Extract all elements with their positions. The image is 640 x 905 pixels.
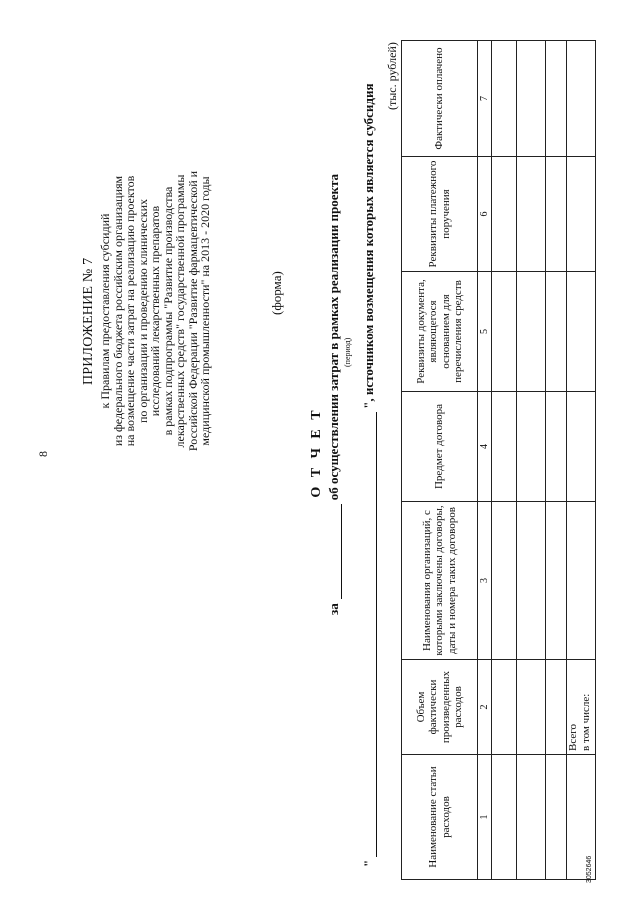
table-cell[interactable] — [546, 41, 567, 157]
table-header-cell: Объем фактически произведенных расходов — [402, 660, 478, 755]
table-cell[interactable] — [546, 502, 567, 660]
table-cell[interactable] — [567, 272, 596, 392]
table-header-cell: Фактически оплачено — [402, 41, 478, 157]
table-cell[interactable] — [567, 502, 596, 660]
table-cell[interactable] — [517, 41, 546, 157]
period-caption: (период) — [343, 337, 352, 367]
project-line-text: ", источником возмещения которых является субсидия — [361, 83, 376, 409]
period-prefix: за — [326, 603, 341, 615]
table-cell[interactable] — [517, 392, 546, 502]
column-number: 3 — [478, 502, 492, 660]
subtitle-text: об осуществлении затрат в рамках реализации проекта — [326, 173, 341, 501]
preamble-line: исследований лекарственных препаратов — [148, 205, 162, 417]
column-number: 5 — [478, 272, 492, 392]
report-table — [401, 40, 596, 880]
table-header-cell: Наименование статьи расходов — [402, 755, 478, 880]
table-row — [546, 41, 567, 880]
table-cell[interactable] — [492, 157, 517, 272]
table-cell[interactable] — [517, 157, 546, 272]
column-number: 7 — [478, 41, 492, 157]
table-cell[interactable] — [492, 41, 517, 157]
preamble-line: лекарственных средств" государственной программы — [173, 174, 187, 448]
column-number: 6 — [478, 157, 492, 272]
preamble-line: Российской Федерации "Развитие фармацевтической и — [185, 170, 200, 452]
preamble-line: на возмещение части затрат на реализацию проектов — [123, 175, 137, 447]
incl-label: в том числе: — [579, 693, 592, 751]
form-label: (форма) — [269, 271, 284, 315]
table-header-row — [402, 41, 478, 880]
table-header-cell: Реквизиты документа, являющегося основанием для перечисления средств — [402, 272, 478, 392]
table-cell[interactable] — [517, 660, 546, 755]
table-header-cell: Реквизиты платежного поручения — [402, 157, 478, 272]
table-total-row — [567, 41, 596, 880]
column-number: 1 — [478, 755, 492, 880]
table-cell[interactable] — [492, 392, 517, 502]
table-header-cell: Предмет договора — [402, 392, 478, 502]
table-cell[interactable] — [567, 157, 596, 272]
table-cell[interactable] — [517, 272, 546, 392]
table-cell[interactable] — [567, 392, 596, 502]
preamble-line: в рамках подпрограммы "Развитие производства — [160, 186, 175, 436]
project-name-blank[interactable] — [364, 412, 377, 857]
table-cell[interactable] — [492, 502, 517, 660]
table-cell[interactable] — [546, 392, 567, 502]
period-blank[interactable] — [329, 504, 342, 599]
preamble-line: к Правилам предоставления субсидий — [98, 213, 112, 409]
table-cell[interactable] — [546, 157, 567, 272]
appendix-title: ПРИЛОЖЕНИЕ № 7 — [81, 257, 96, 385]
total-label: Всего — [567, 724, 579, 751]
report-title: О Т Ч Е Т — [309, 407, 324, 498]
table-cell[interactable] — [517, 502, 546, 660]
table-cell[interactable] — [517, 755, 546, 880]
preamble — [99, 96, 212, 526]
project-line — [361, 67, 377, 867]
table-header-cell: Наименования организаций, с которыми заключены договоры, даты и номера таких договоров — [402, 502, 478, 660]
preamble-line: по организации и проведению клинических — [135, 199, 150, 424]
preamble-line: медицинской промышленности" на 2013 - 2020 годы — [198, 176, 212, 446]
table-row — [517, 41, 546, 880]
table-cell[interactable] — [492, 272, 517, 392]
open-quote: " — [361, 859, 376, 867]
report-subtitle — [326, 145, 342, 615]
page-number: 8 — [36, 451, 50, 457]
document-id: 3052646 — [586, 855, 593, 883]
table-row — [492, 41, 517, 880]
table-cell[interactable] — [546, 272, 567, 392]
table-cell[interactable] — [546, 660, 567, 755]
column-number: 2 — [478, 660, 492, 755]
table-cell[interactable] — [546, 755, 567, 880]
table-cell[interactable] — [567, 41, 596, 157]
column-number: 4 — [478, 392, 492, 502]
total-cell — [567, 660, 596, 755]
table-cell[interactable] — [492, 755, 517, 880]
units-label: (тыс. рублей) — [385, 42, 399, 110]
table-cell[interactable] — [492, 660, 517, 755]
table-number-row — [478, 41, 492, 880]
preamble-line: из федерального бюджета российским организациям — [110, 175, 125, 447]
